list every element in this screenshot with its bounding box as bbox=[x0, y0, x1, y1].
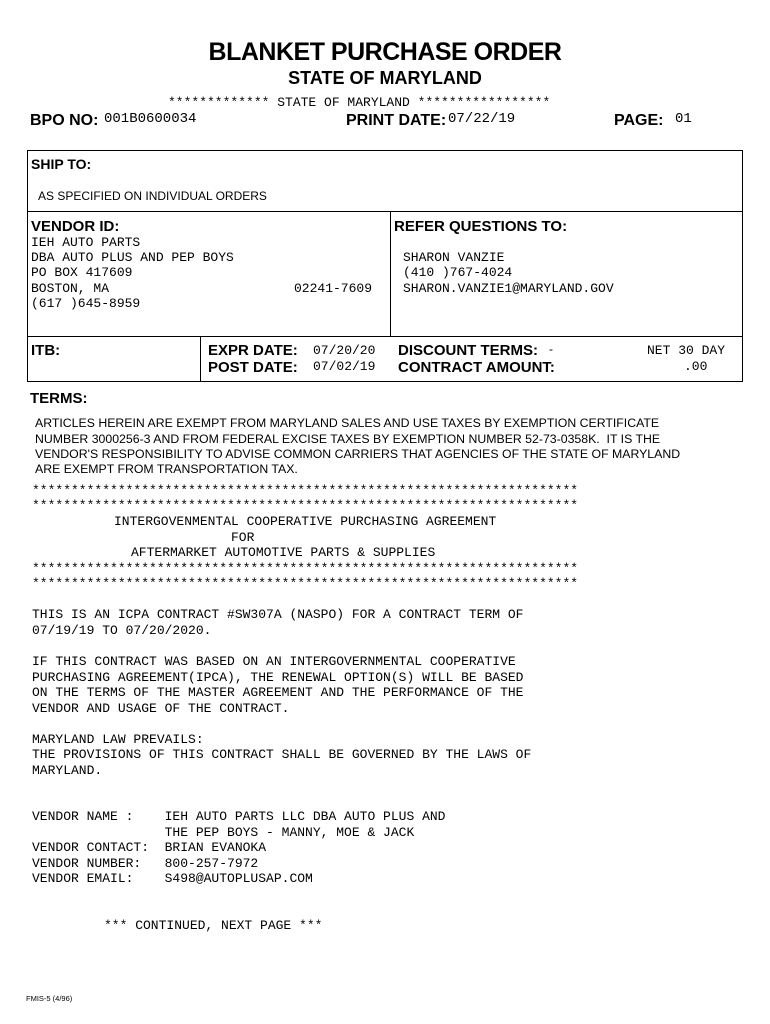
vendor-info-line-1: VENDOR NAME : IEH AUTO PARTS LLC DBA AUTO PLUS AND bbox=[32, 809, 446, 824]
bpo-value: 001B0600034 bbox=[104, 111, 197, 127]
vendor-info-line-4: VENDOR NUMBER: 800-257-7972 bbox=[32, 856, 259, 871]
ship-to-value: AS SPECIFIED ON INDIVIDUAL ORDERS bbox=[38, 189, 267, 203]
contract-amount-value: .00 bbox=[684, 359, 708, 374]
vendor-line-5: (617 )645-8959 bbox=[31, 296, 141, 311]
vendor-id-label: VENDOR ID: bbox=[31, 218, 120, 235]
vendor-line-4: BOSTON, MA bbox=[31, 281, 110, 296]
expr-date-value: 07/20/20 bbox=[313, 343, 376, 358]
refer-questions-label: REFER QUESTIONS TO: bbox=[394, 218, 568, 235]
vendor-line-2: DBA AUTO PLUS AND PEP BOYS bbox=[31, 250, 234, 265]
vendor-line-1: IEH AUTO PARTS bbox=[31, 235, 141, 250]
terms-line-2: NUMBER 3000256-3 AND FROM FEDERAL EXCISE TAXES BY EXEMPTION NUMBER 52-73-0358K. IT IS THE bbox=[35, 432, 661, 446]
discount-terms-value: NET 30 DAY bbox=[647, 343, 726, 358]
refer-line-3: SHARON.VANZIE1@MARYLAND.GOV bbox=[403, 281, 614, 296]
divider-itb-top bbox=[27, 336, 743, 337]
vendor-info-line-2: THE PEP BOYS - MANNY, MOE & JACK bbox=[32, 825, 415, 840]
expr-date-label: EXPR DATE: bbox=[208, 342, 298, 359]
form-id: FMIS-5 (4/96) bbox=[26, 994, 73, 1003]
divider-itb-vertical bbox=[200, 336, 201, 382]
vendor-line-3: PO BOX 417609 bbox=[31, 265, 133, 280]
stars-line-1: ********************************************************************** bbox=[32, 483, 579, 498]
discount-terms-label: DISCOUNT TERMS: bbox=[398, 342, 538, 359]
para1-line-1: THIS IS AN ICPA CONTRACT #SW307A (NASPO) FOR A CONTRACT TERM OF bbox=[32, 607, 524, 622]
divider-vendor-vertical bbox=[390, 211, 391, 337]
para2-line-4: VENDOR AND USAGE OF THE CONTRACT. bbox=[32, 701, 290, 716]
vendor-info-line-3: VENDOR CONTACT: BRIAN EVANOKA bbox=[32, 840, 267, 855]
page-label: PAGE: bbox=[614, 112, 664, 129]
stars-line-3: ********************************************************************** bbox=[32, 561, 579, 576]
banner-line: ************* STATE OF MARYLAND ***************** bbox=[168, 95, 551, 110]
agreement-line-1: INTERGOVENMENTAL COOPERATIVE PURCHASING AGREEMENT bbox=[114, 514, 497, 529]
agreement-line-3: AFTERMARKET AUTOMOTIVE PARTS & SUPPLIES bbox=[131, 545, 436, 560]
continued-note: *** CONTINUED, NEXT PAGE *** bbox=[104, 918, 323, 933]
terms-line-4: ARE EXEMPT FROM TRANSPORTATION TAX. bbox=[35, 462, 298, 476]
refer-line-2: (410 )767-4024 bbox=[403, 265, 513, 280]
terms-label: TERMS: bbox=[30, 390, 88, 407]
para2-line-2: PURCHASING AGREEMENT(IPCA), THE RENEWAL OPTION(S) WILL BE BASED bbox=[32, 670, 524, 685]
para3-line-1: MARYLAND LAW PREVAILS: bbox=[32, 732, 204, 747]
ship-to-label: SHIP TO: bbox=[31, 156, 92, 172]
para2-line-1: IF THIS CONTRACT WAS BASED ON AN INTERGOVERNMENTAL COOPERATIVE bbox=[32, 654, 516, 669]
bpo-label: BPO NO: bbox=[30, 112, 99, 129]
document-subtitle: STATE OF MARYLAND bbox=[288, 68, 482, 88]
order-box bbox=[27, 150, 743, 382]
contract-amount-label: CONTRACT AMOUNT: bbox=[398, 359, 555, 376]
document-title: BLANKET PURCHASE ORDER bbox=[208, 38, 562, 66]
post-date-label: POST DATE: bbox=[208, 359, 298, 376]
discount-terms-mark: - bbox=[549, 342, 553, 356]
para1-line-2: 07/19/19 TO 07/20/2020. bbox=[32, 623, 212, 638]
vendor-info-line-5: VENDOR EMAIL: S498@AUTOPLUSAP.COM bbox=[32, 871, 313, 886]
divider-vendor-top bbox=[27, 211, 743, 212]
refer-line-1: SHARON VANZIE bbox=[403, 250, 505, 265]
terms-line-3: VENDOR'S RESPONSIBILITY TO ADVISE COMMON CARRIERS THAT AGENCIES OF THE STATE OF MARYLAND bbox=[35, 447, 681, 461]
page-value: 01 bbox=[675, 111, 692, 127]
print-date-label: PRINT DATE: bbox=[346, 112, 447, 129]
vendor-zip: 02241-7609 bbox=[294, 281, 373, 296]
para3-line-3: MARYLAND. bbox=[32, 763, 103, 778]
stars-line-4: ********************************************************************** bbox=[32, 576, 579, 591]
para2-line-3: ON THE TERMS OF THE MASTER AGREEMENT AND THE PERFORMANCE OF THE bbox=[32, 685, 524, 700]
stars-line-2: ********************************************************************** bbox=[32, 498, 579, 513]
para3-line-2: THE PROVISIONS OF THIS CONTRACT SHALL BE GOVERNED BY THE LAWS OF bbox=[32, 747, 532, 762]
itb-label: ITB: bbox=[31, 342, 61, 359]
print-date-value: 07/22/19 bbox=[448, 111, 516, 127]
terms-line-1: ARTICLES HEREIN ARE EXEMPT FROM MARYLAND SALES AND USE TAXES BY EXEMPTION CERTIFICATE bbox=[35, 416, 660, 430]
post-date-value: 07/02/19 bbox=[313, 359, 376, 374]
agreement-line-2: FOR bbox=[231, 530, 255, 545]
